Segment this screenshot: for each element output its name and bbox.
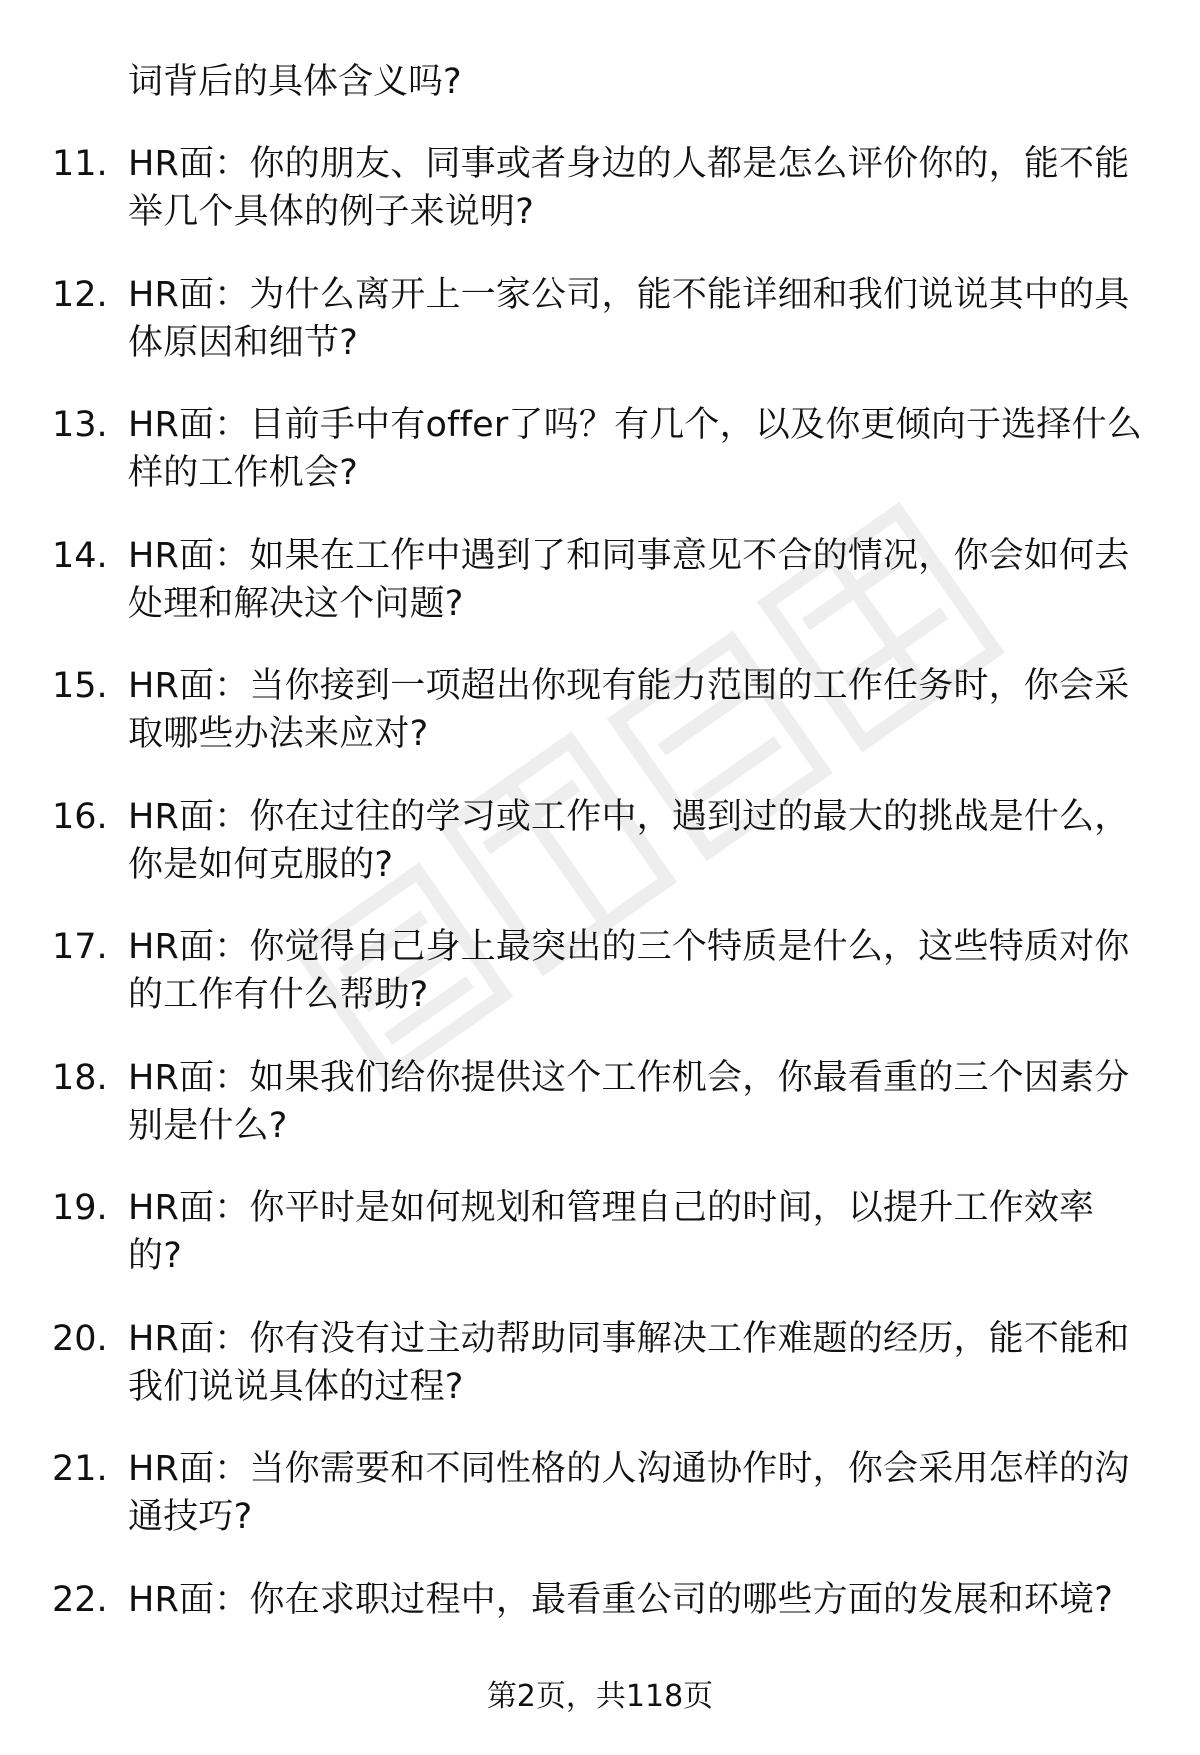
question-number: 20. [52,1318,108,1359]
page-number-footer: 第2页，共118页 [486,1679,714,1714]
list-item [0,1315,1200,1446]
question-text: HR面：你觉得自己身上最突出的三个特质是什么，这些特质对你的工作有什么帮助? [128,927,1130,1015]
question-text: HR面：为什么离开上一家公司，能不能详细和我们说说其中的具体原因和细节? [128,274,1130,363]
question-number: 19. [52,1188,108,1228]
question-text: HR面：你在过往的学习或工作中，遇到过的最大的挑战是什么，你是如何克服的? [128,796,1130,885]
list-item [0,532,1200,663]
question-text: HR面：当你接到一项超出你现有能力范围的工作任务时，你会采取哪些办法来应对? [128,666,1130,754]
list-item [0,923,1200,1054]
question-number: 14. [52,535,108,576]
list-item [0,271,1200,402]
list-item [0,1184,1200,1315]
question-number: 22. [52,1579,108,1620]
question-text: HR面：你有没有过主动帮助同事解决工作难题的经历，能不能和我们说说具体的过程? [128,1318,1130,1407]
question-number: 18. [52,1057,108,1098]
question-text: HR面：你的朋友、同事或者身边的人都是怎么评价你的，能不能举几个具体的例子来说明? [128,144,1130,232]
question-number: 17. [52,927,108,967]
question-number: 12. [52,274,108,315]
question-text: HR面：你平时是如何规划和管理自己的时间，以提升工作效率的? [128,1188,1095,1276]
list-item [0,662,1200,793]
question-number: 21. [52,1449,108,1489]
list-item [0,793,1200,924]
question-list [0,140,1200,1706]
list-item [0,401,1200,532]
list-item [0,1054,1200,1185]
question-number: 15. [52,666,108,706]
list-item [0,140,1200,271]
list-item [0,1445,1200,1576]
question-number: 13. [52,405,108,445]
question-text: HR面：目前手中有offer了吗？有几个，以及你更倾向于选择什么样的工作机会? [128,405,1143,493]
question-text: HR面：你在求职过程中，最看重公司的哪些方面的发展和环境? [128,1579,1114,1620]
question-text: HR面：如果我们给你提供这个工作机会，你最看重的三个因素分别是什么? [128,1057,1130,1146]
question-number: 16. [52,796,108,837]
continuation-text: 词背后的具体含义吗? [128,62,462,102]
question-text: HR面：当你需要和不同性格的人沟通协作时，你会采用怎样的沟通技巧? [128,1449,1130,1537]
question-number: 11. [52,144,108,184]
question-text: HR面：如果在工作中遇到了和同事意见不合的情况，你会如何去处理和解决这个问题? [128,535,1130,624]
